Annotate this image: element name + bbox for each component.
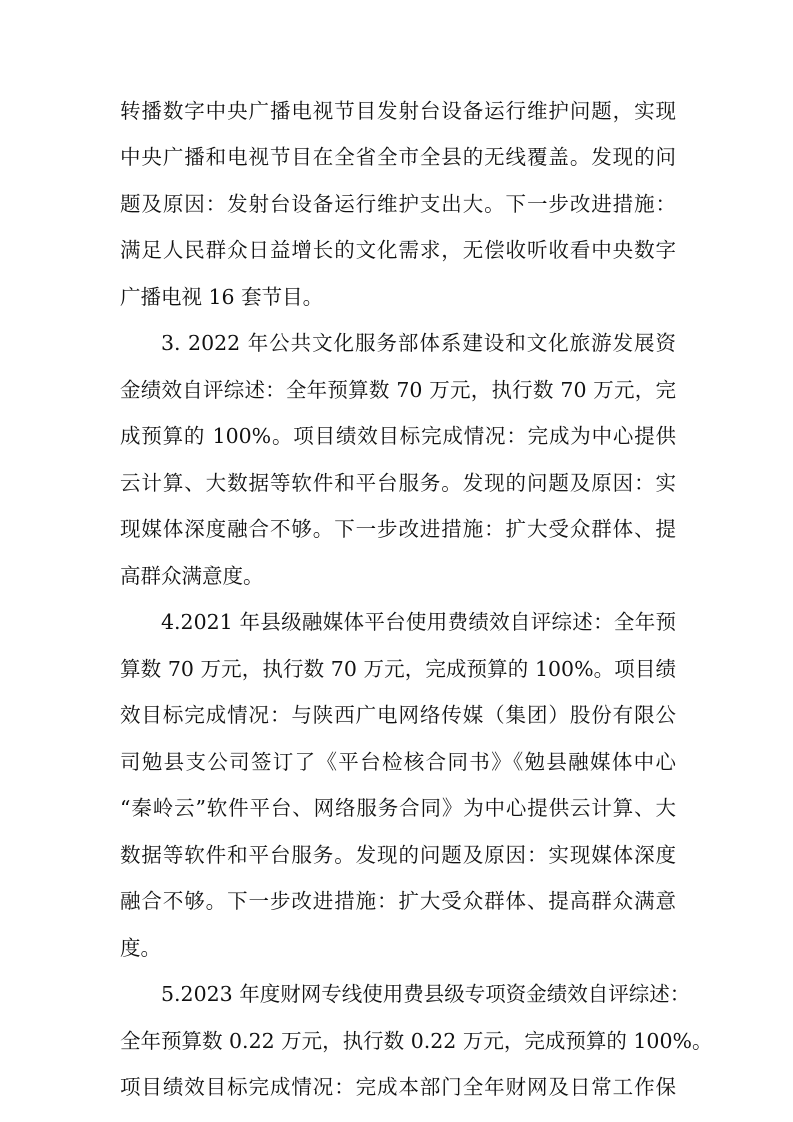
text-line: 金绩效自评综述：全年预算数 70 万元，执行数 70 万元，完 bbox=[120, 377, 676, 402]
text-line: 度。 bbox=[120, 935, 161, 960]
text-line: 效目标完成情况：与陕西广电网络传媒（集团）股份有限公 bbox=[120, 703, 676, 728]
paragraph-4-first-line: 4.2021 年县级融媒体平台使用费绩效自评综述：全年预 bbox=[161, 610, 676, 635]
text-line: 转播数字中央广播电视节目发射台设备运行维护问题，实现 bbox=[120, 99, 676, 123]
text-line: 项目绩效目标完成情况：完成本部门全年财网及日常工作保 bbox=[120, 1075, 676, 1099]
text-line: 高群众满意度。 bbox=[120, 563, 264, 588]
text-line: 算数 70 万元，执行数 70 万元，完成预算的 100%。项目绩 bbox=[120, 656, 676, 681]
text-line: 云计算、大数据等软件和平台服务。发现的问题及原因：实 bbox=[120, 470, 676, 495]
text-line: 数据等软件和平台服务。发现的问题及原因：实现媒体深度 bbox=[120, 842, 676, 867]
text-line: 融合不够。下一步改进措施：扩大受众群体、提高群众满意 bbox=[120, 889, 676, 914]
text-line: “秦岭云”软件平台、网络服务合同》为中心提供云计算、大 bbox=[120, 796, 676, 821]
paragraph-3-first-line: 3. 2022 年公共文化服务部体系建设和文化旅游发展资 bbox=[161, 331, 676, 356]
text-line: 现媒体深度融合不够。下一步改进措施：扩大受众群体、提 bbox=[120, 517, 676, 542]
text-line: 全年预算数 0.22 万元，执行数 0.22 万元，完成预算的 100%。 bbox=[120, 1028, 713, 1053]
text-line: 题及原因：发射台设备运行维护支出大。下一步改进措施： bbox=[120, 191, 676, 216]
paragraph-5-first-line: 5.2023 年度财网专线使用费县级专项资金绩效自评综述： bbox=[161, 982, 691, 1007]
text-line: 成预算的 100%。项目绩效目标完成情况：完成为中心提供 bbox=[120, 424, 676, 449]
text-line: 中央广播和电视节目在全省全市全县的无线覆盖。发现的问 bbox=[120, 145, 676, 170]
text-line: 司勉县支公司签订了《平台检核合同书》《勉县融媒体中心 bbox=[120, 749, 676, 774]
text-line: 广播电视 16 套节目。 bbox=[120, 284, 324, 309]
text-line: 满足人民群众日益增长的文化需求，无偿收听收看中央数字 bbox=[120, 238, 676, 263]
